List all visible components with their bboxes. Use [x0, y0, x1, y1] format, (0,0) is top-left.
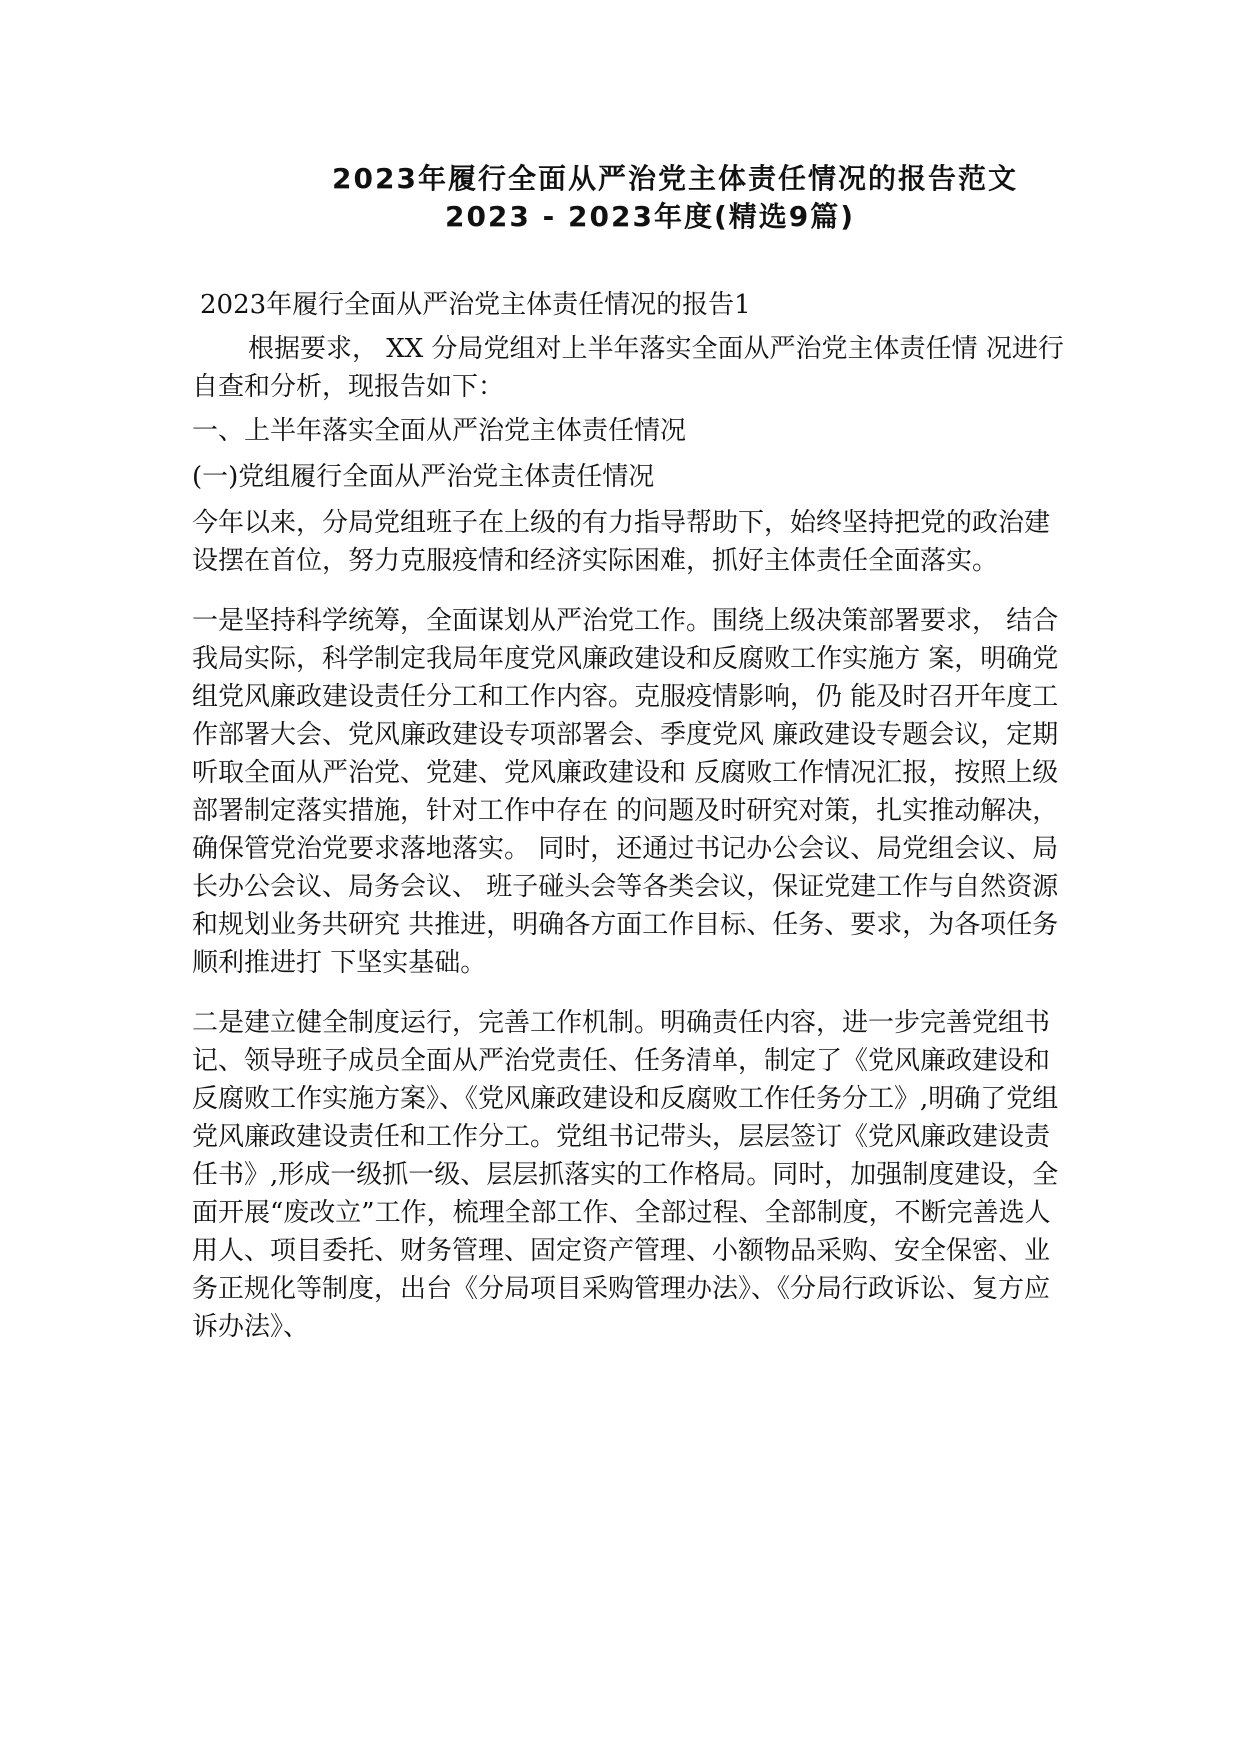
- body-paragraph-1: 今年以来，分局党组班子在上级的有力指导帮助下，始终坚持把党的政治建设摆在首位，努力克服疫情和经济实际困难，抓好主体责任全面落实。: [192, 508, 1051, 576]
- subsection-heading: (一)党组履行全面从严治党主体责任情况: [192, 462, 655, 492]
- section-heading: 一、上半年落实全面从严治党主体责任情况: [192, 416, 687, 446]
- document-body: [192, 286, 1072, 1368]
- intro-paragraph: 根据要求， XX 分局党组对上半年落实全面从严治党主体责任情 况进行自查和分析，现报告如下：: [192, 334, 1064, 402]
- document-title: 2023年履行全面从严治党主体责任情况的报告范文: [332, 162, 1018, 195]
- body-paragraph-2: 一是坚持科学统筹，全面谋划从严治党工作。围绕上级决策部署要求， 结合我局实际，科学制定我局年度党风廉政建设和反腐败工作实施方 案，明确党组党风廉政建设责任分工和工作内容。克服疫情影响，仍 能及时召开年度工作部署大会、党风廉政建设专项部署会、季度党风 廉政建设专题会议，定期听取全面从严治党、党建、党风廉政建设和 反腐败工作情况汇报，按照上级部署制定落实措施，针对工作中存在 的问题及时研究对策，扎实推动解决，确保管党治党要求落地落实。 同时，还通过书记办公会议、局党组会议、局长办公会议、局务会议、 班子碰头会等各类会议，保证党建工作与自然资源和规划业务共研究 共推进，明确各方面工作目标、任务、要求，为各项任务顺利推进打 下坚实基础。: [192, 606, 1059, 978]
- document-subtitle: 2023 - 2023年度(精选9篇): [444, 200, 856, 233]
- report-title: 2023年履行全面从严治党主体责任情况的报告1: [200, 290, 751, 320]
- body-paragraph-3: 二是建立健全制度运行，完善工作机制。明确责任内容，进一步完善党组书记、领导班子成员全面从严治党责任、任务清单，制定了《党风廉政建设和反腐败工作实施方案》、《党风廉政建设和反腐败工作任务分工》,明确了党组党风廉政建设责任和工作分工。党组书记带头，层层签订《党风廉政建设责任书》,形成一级抓一级、层层抓落实的工作格局。同时，加强制度建设，全面开展“废改立”工作，梳理全部工作、全部过程、全部制度，不断完善选人用人、项目委托、财务管理、固定资产管理、小额物品采购、安全保密、业务正规化等制度，出台《分局项目采购管理办法》、《分局行政诉讼、复方应诉办法》、: [192, 1008, 1059, 1342]
- document-title-block: [0, 160, 1240, 236]
